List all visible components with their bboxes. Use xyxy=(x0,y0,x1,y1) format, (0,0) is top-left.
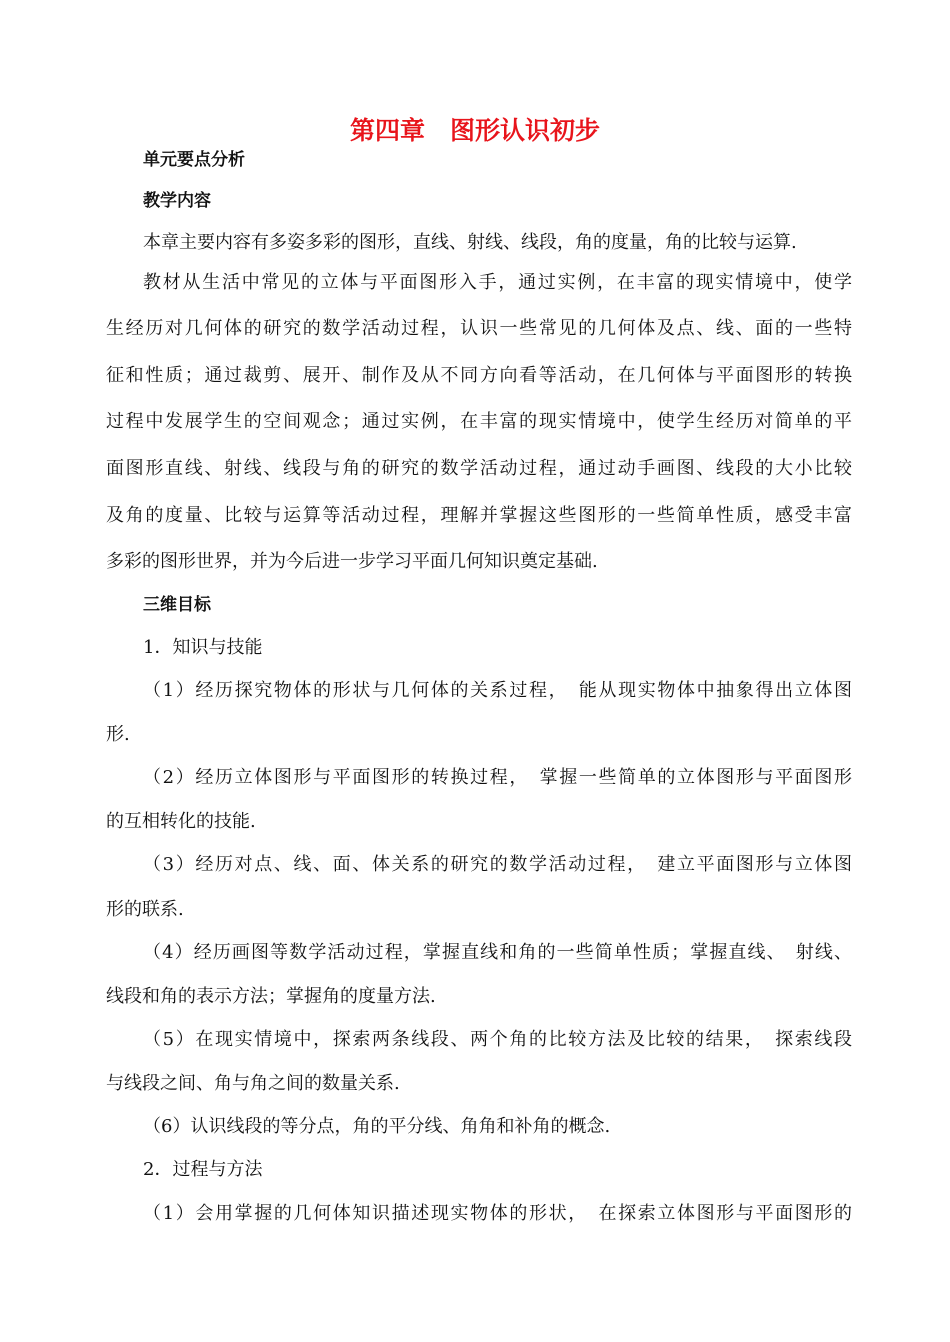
heading-unit-analysis: 单元要点分析 xyxy=(143,150,245,170)
goal-process-title: 2．过程与方法 xyxy=(143,1159,263,1180)
content-para-line-5: 面图形直线、射线、线段与角的研究的数学活动过程，通过动手画图、线段的大小比较 xyxy=(106,458,852,479)
content-para-line-1: 教材从生活中常见的立体与平面图形入手，通过实例，在丰富的现实情境中，使学 xyxy=(143,272,852,293)
goal-item-1-line-2: 形. xyxy=(106,724,130,745)
goal-item-2-line-2: 的互相转化的技能. xyxy=(106,811,256,832)
heading-teaching-content: 教学内容 xyxy=(143,191,211,211)
chapter-title: 第四章 图形认识初步 xyxy=(349,116,600,145)
goal-item-6: （6）认识线段的等分点，角的平分线、角角和补角的概念. xyxy=(143,1116,611,1137)
goal-item-4-line-1: （4）经历画图等数学活动过程，掌握直线和角的一些简单性质；掌握直线、 射线、 xyxy=(143,942,852,963)
content-para-line-7: 多彩的图形世界，并为今后进一步学习平面几何知识奠定基础. xyxy=(106,551,598,572)
content-para-line-4: 过程中发展学生的空间观念；通过实例，在丰富的现实情境中，使学生经历对简单的平 xyxy=(106,411,852,432)
goal-knowledge-title: 1．知识与技能 xyxy=(143,637,263,658)
goal-item-3-line-2: 形的联系. xyxy=(106,899,184,920)
goal-process-item-1: （1）会用掌握的几何体知识描述现实物体的形状， 在探索立体图形与平面图形的 xyxy=(143,1203,852,1224)
goal-item-2-line-1: （2）经历立体图形与平面图形的转换过程， 掌握一些简单的立体图形与平面图形 xyxy=(143,767,852,788)
content-intro: 本章主要内容有多姿多彩的图形，直线、射线、线段，角的度量，角的比较与运算. xyxy=(143,232,797,253)
goal-item-5-line-1: （5）在现实情境中，探索两条线段、两个角的比较方法及比较的结果， 探索线段 xyxy=(143,1029,852,1050)
goal-item-5-line-2: 与线段之间、角与角之间的数量关系. xyxy=(106,1073,400,1094)
content-para-line-6: 及角的度量、比较与运算等活动过程，理解并掌握这些图形的一些简单性质，感受丰富 xyxy=(106,505,852,526)
goal-item-1-line-1: （1）经历探究物体的形状与几何体的关系过程， 能从现实物体中抽象得出立体图 xyxy=(143,680,852,701)
content-para-line-3: 征和性质；通过裁剪、展开、制作及从不同方向看等活动，在几何体与平面图形的转换 xyxy=(106,365,852,386)
content-para-line-2: 生经历对几何体的研究的数学活动过程，认识一些常见的几何体及点、线、面的一些特 xyxy=(106,318,852,339)
heading-three-goals: 三维目标 xyxy=(143,595,211,615)
goal-item-4-line-2: 线段和角的表示方法；掌握角的度量方法. xyxy=(106,986,436,1007)
goal-item-3-line-1: （3）经历对点、线、面、体关系的研究的数学活动过程， 建立平面图形与立体图 xyxy=(143,854,852,875)
